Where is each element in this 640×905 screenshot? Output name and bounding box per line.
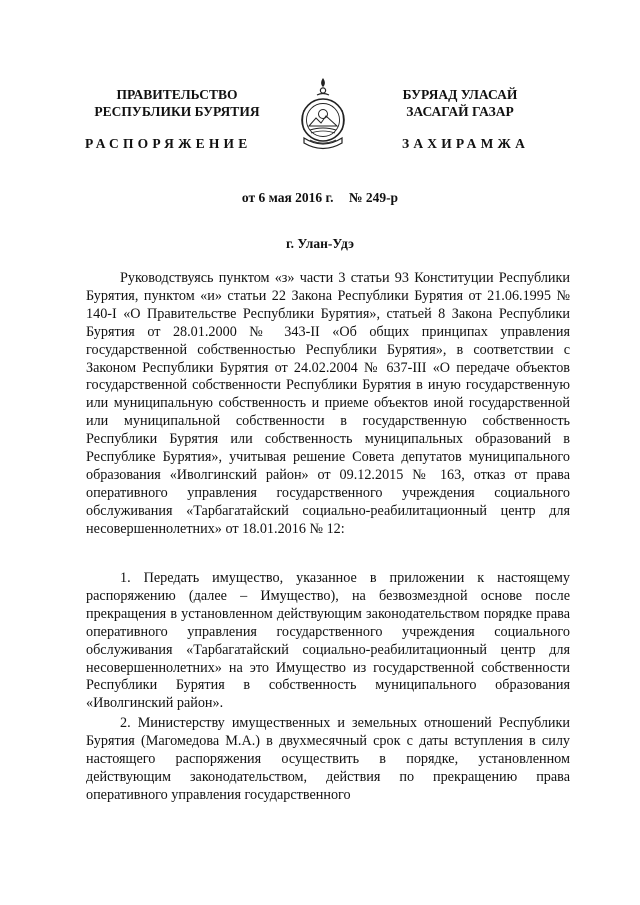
clause-1-paragraph: 1. Передать имущество, указанное в приложении к настоящему распоряжению (далее – Имущество), на безвозмездной основе после прекращения в установленном действующим законодательством порядке права оперативного управления государственного учреждения социального обслуживания «Тарбагатайский социально-реабилитационный центр для несовершеннолетних» на это Имущество из государственной собственности Республики Бурятия в собственность муниципального образования «Иволгинский район». — [86, 570, 570, 712]
decree-title-russian: РАСПОРЯЖЕНИЕ — [85, 136, 252, 151]
government-name-russian — [72, 86, 282, 120]
header-right-line2: ЗАСАГАЙ ГАЗАР — [406, 104, 514, 119]
decree-date: от 6 мая 2016 г. — [241, 190, 334, 205]
decree-number: № 249-р — [348, 190, 399, 205]
header-left-line1: ПРАВИТЕЛЬСТВО — [116, 87, 238, 102]
government-name-buryat — [360, 86, 560, 120]
header-left-line2: РЕСПУБЛИКИ БУРЯТИЯ — [94, 104, 260, 119]
decree-title-buryat: ЗАХИРАМЖА — [402, 136, 530, 151]
preamble-paragraph: Руководствуясь пунктом «з» части 3 статьи 93 Конституции Республики Бурятия, пунктом «и» статьи 22 Закона Республики Бурятия от 21.06.1995 № 140-I «О Правительстве Республики Бурятия», статьей 8 Закона Республики Бурятия от 28.01.2000 № 343-II «Об общих принципах управления государственной собственностью Республики Бурятия», в соответствии с Законом Республики Бурятия от 24.02.2004 № 637-III «О передаче объектов государственной собственности Республики Бурятия в иную государственную или муниципальную собственность и приеме объектов иной государственной или муниципальной собственности в государственную собственность Республики Бурятия или собственность муниципальных образований в Республике Бурятия», учитывая решение Совета депутатов муниципального образования «Иволгинский район» от 09.12.2015 № 163, отказ от права оперативного управления государственного учреждения социального обслуживания «Тарбагатайский социально-реабилитационный центр для несовершеннолетних» от 18.01.2016 № 12: — [86, 270, 570, 537]
decree-date-number — [0, 190, 640, 206]
header-right-line1: БУРЯАД УЛАСАЙ — [402, 87, 518, 102]
decree-city: г. Улан-Удэ — [286, 236, 354, 251]
clause-2-paragraph: 2. Министерству имущественных и земельных отношений Республики Бурятия (Магомедова М.А.) в двухмесячный срок с даты вступления в силу настоящего распоряжения осуществить в порядке, установленном действующим законодательством, действия по прекращению права оперативного управления государственного — [86, 715, 570, 803]
coat-of-arms-icon — [296, 76, 350, 152]
